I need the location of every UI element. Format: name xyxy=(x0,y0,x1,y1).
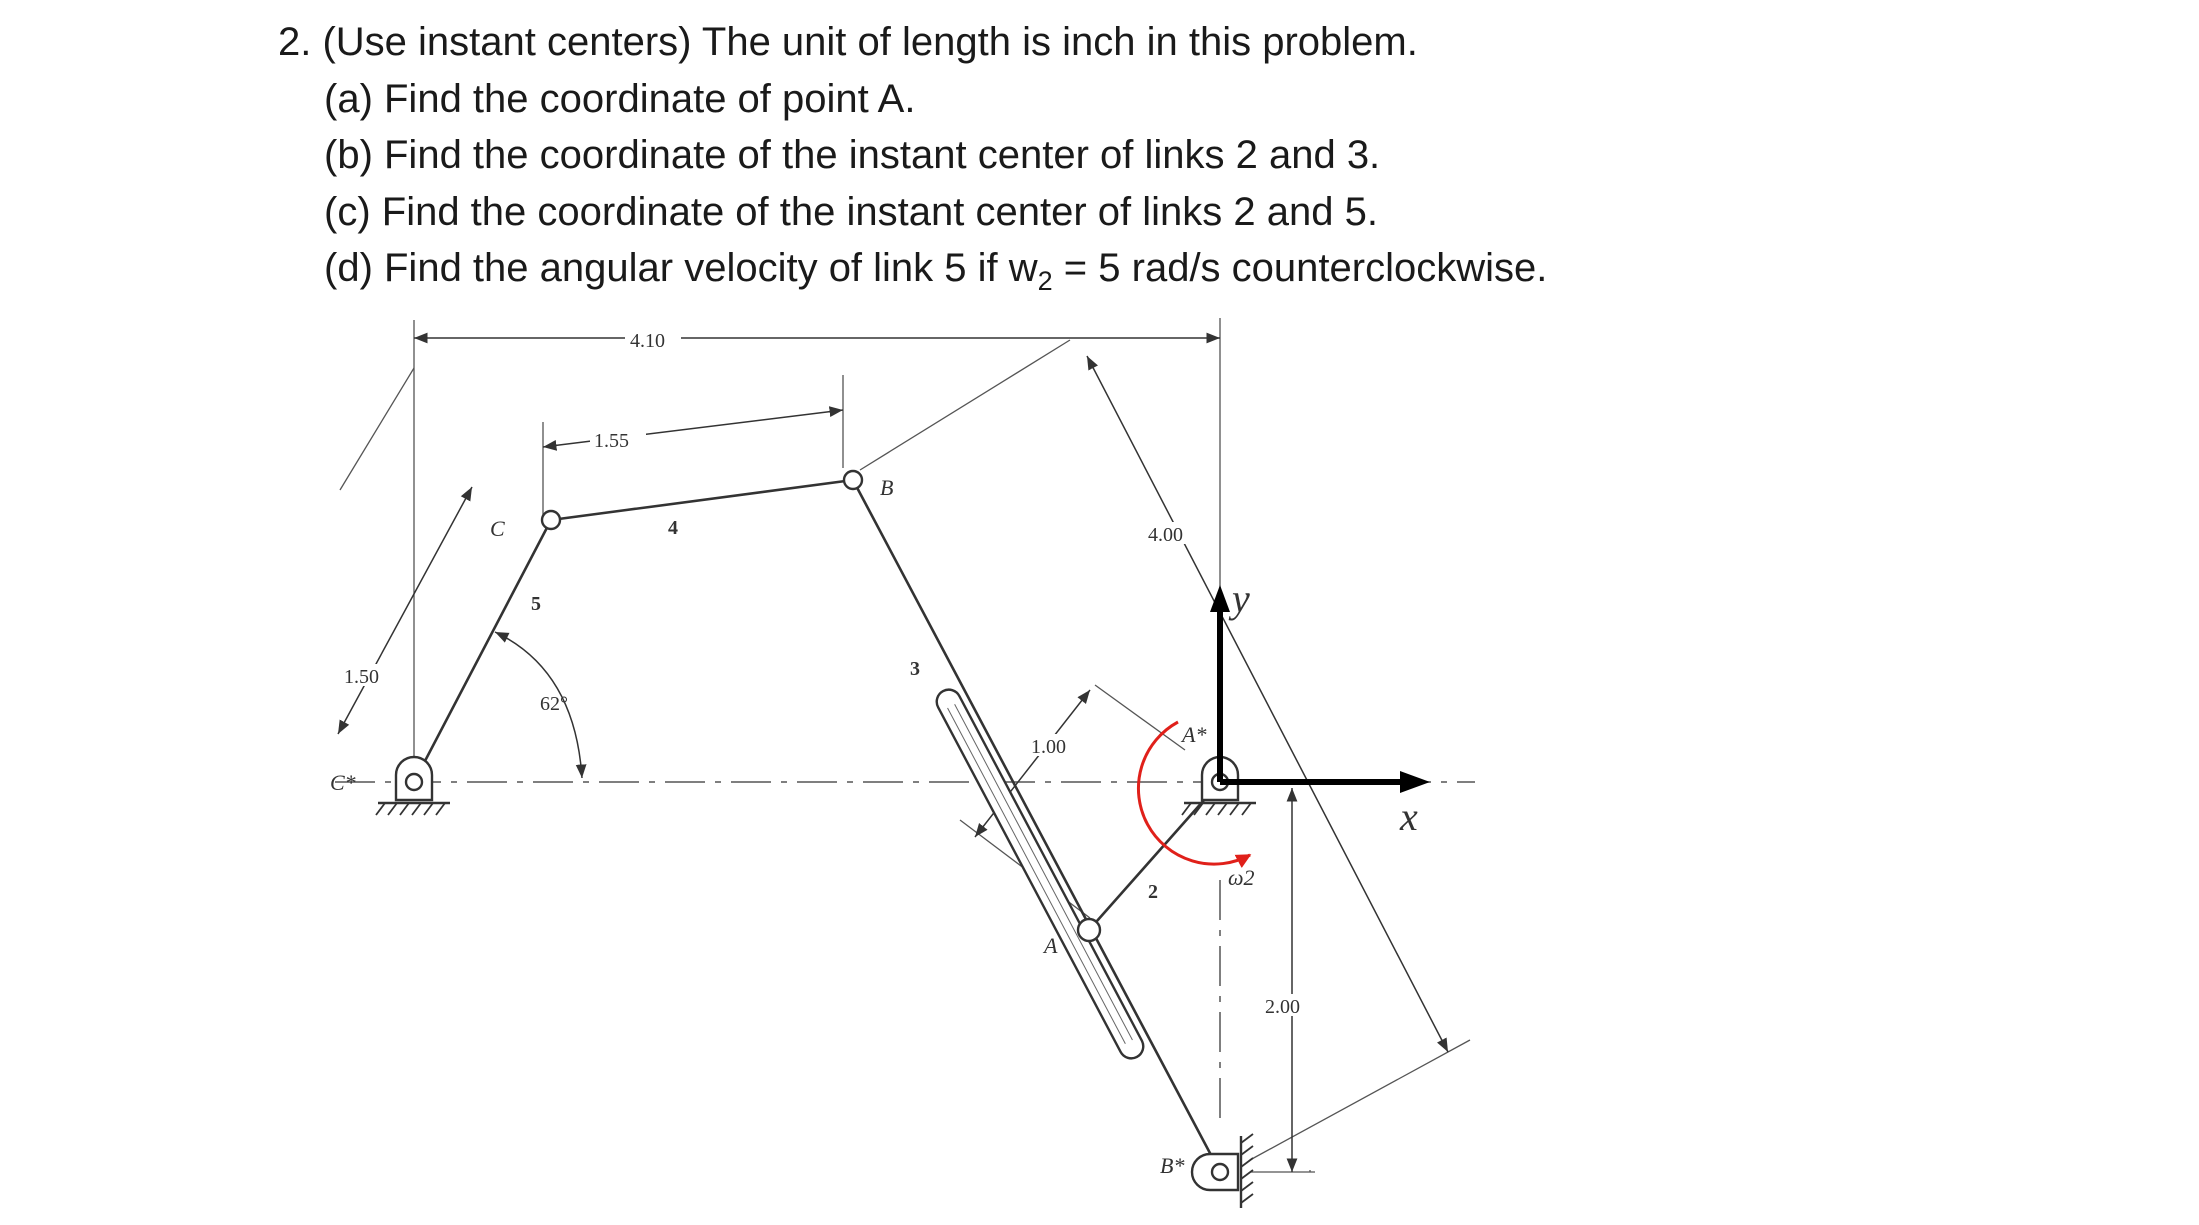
label-axis-x: x xyxy=(1400,794,1418,839)
pins xyxy=(542,471,1100,941)
link-4 xyxy=(551,480,853,520)
dim-150-label: 1.50 xyxy=(344,666,379,688)
dim-200-label: 2.00 xyxy=(1265,996,1300,1018)
dimension-lines xyxy=(338,338,1448,1172)
part-d-text: (d) Find the angular velocity of link 5 if w xyxy=(324,246,1038,290)
links xyxy=(414,480,1220,1172)
label-C: C xyxy=(490,516,505,541)
pin-C xyxy=(542,511,560,529)
problem-header: 2. (Use instant centers) The unit of length is inch in this problem. xyxy=(278,20,1418,64)
dim-150-line xyxy=(338,487,472,734)
part-c: (c) Find the coordinate of the instant center of links 2 and 5. xyxy=(324,189,1378,234)
dim-155-line xyxy=(543,410,843,447)
angle-62-label: 62° xyxy=(540,693,568,715)
dim-400-label: 4.00 xyxy=(1148,524,1183,546)
part-a: (a) Find the coordinate of point A. xyxy=(324,76,916,121)
part-d-subscript: 2 xyxy=(1037,266,1053,296)
label-axis-y: y xyxy=(1232,576,1250,621)
x-axis-arrowhead xyxy=(1400,771,1430,793)
pin-B xyxy=(844,471,862,489)
angle-62-arc xyxy=(495,632,582,778)
label-link-3: 3 xyxy=(910,658,920,680)
label-A: A xyxy=(1044,933,1058,958)
link-5 xyxy=(414,520,551,782)
link-3 xyxy=(853,480,1220,1172)
dim-400-line xyxy=(1087,356,1448,1052)
label-link-2: 2 xyxy=(1148,881,1158,903)
label-link-4: 4 xyxy=(668,517,678,539)
dim-100-label: 1.00 xyxy=(1031,736,1066,758)
label-B: B xyxy=(880,475,894,500)
extension-lines xyxy=(340,318,1470,1172)
ground-support-C-star xyxy=(376,757,450,815)
label-link-5: 5 xyxy=(531,593,541,615)
dim-155-label: 1.55 xyxy=(594,430,629,452)
label-A-star: A* xyxy=(1182,722,1207,747)
part-b: (b) Find the coordinate of the instant center of links 2 and 3. xyxy=(324,133,1381,177)
label-B-star: B* xyxy=(1160,1153,1185,1178)
dim-410-label: 4.10 xyxy=(630,330,665,352)
pin-A xyxy=(1078,919,1100,941)
label-C-star: C* xyxy=(330,770,356,795)
ground-support-B-star xyxy=(1192,1134,1253,1208)
label-omega2: ω2 xyxy=(1228,865,1255,890)
part-d-tail: = 5 rad/s counterclockwise. xyxy=(1052,246,1548,290)
